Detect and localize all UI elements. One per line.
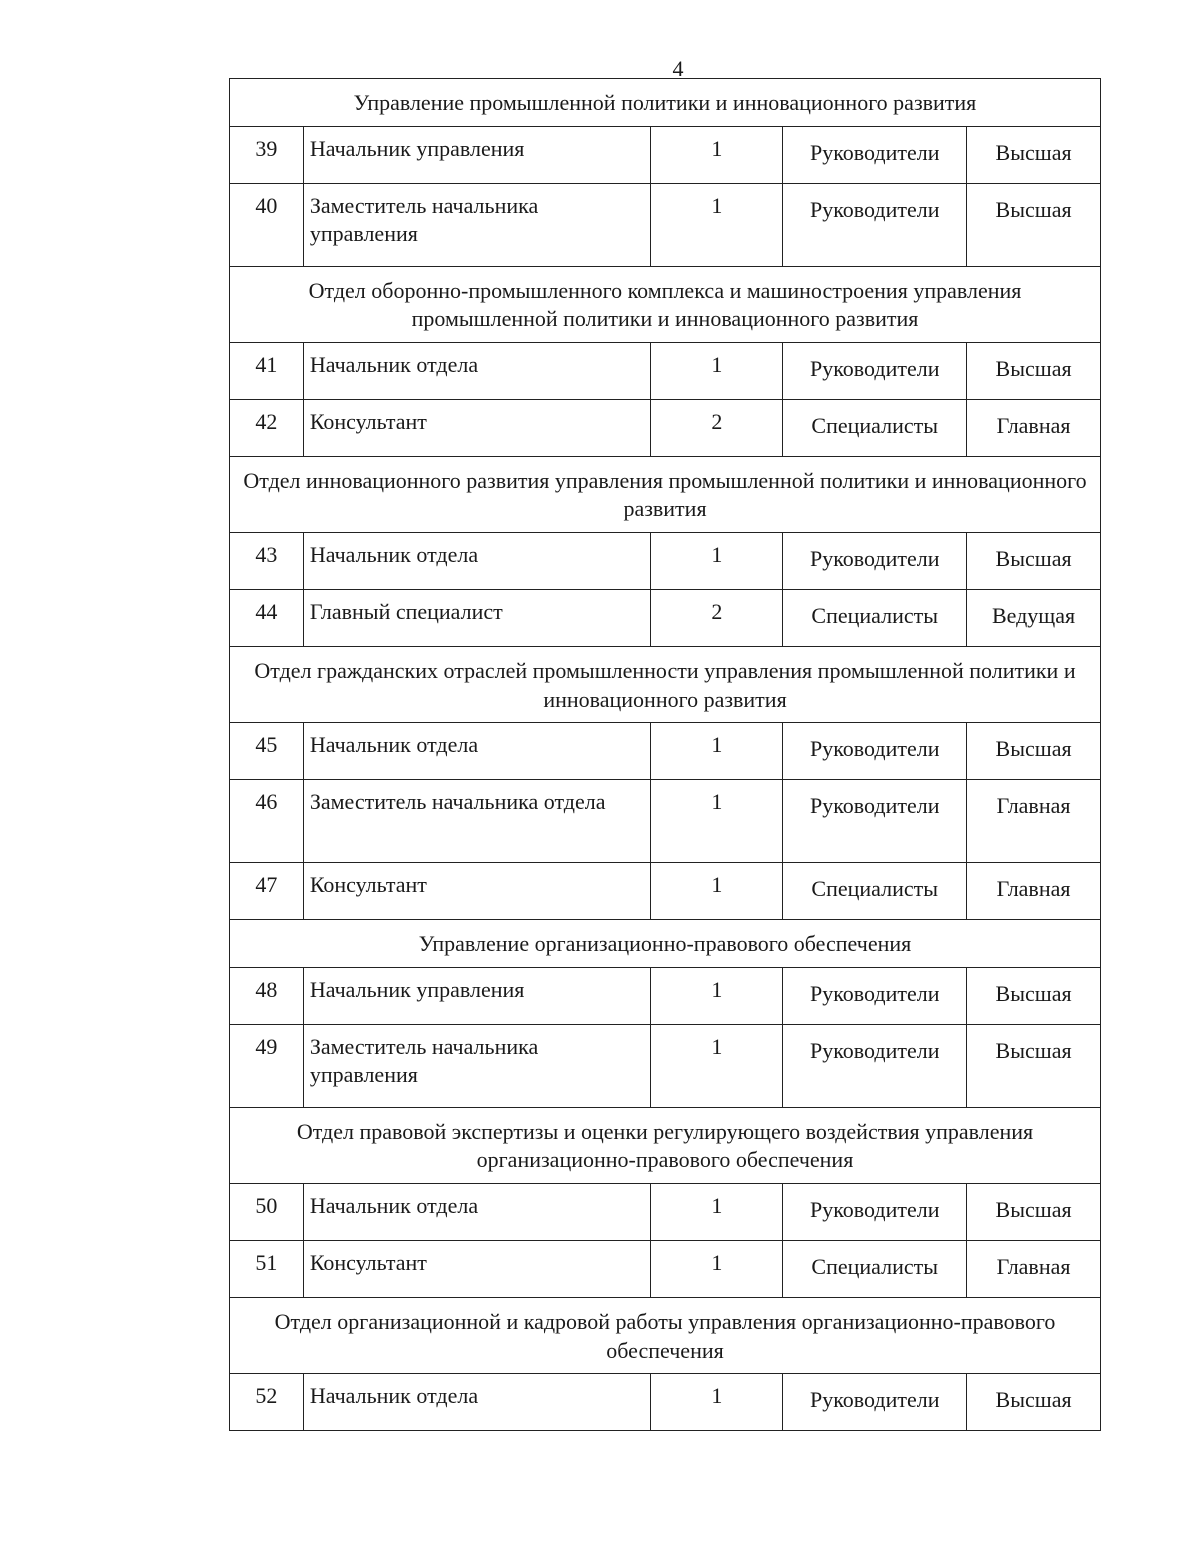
position-count-cell: 1 <box>651 1183 783 1240</box>
position-count-cell: 1 <box>651 183 783 266</box>
position-category-cell: Руководители <box>783 967 967 1024</box>
section-header-row <box>230 1107 1101 1183</box>
position-category-cell: Руководители <box>783 1374 967 1431</box>
position-group-cell: Высшая <box>967 532 1101 589</box>
position-category-cell: Руководители <box>783 1024 967 1107</box>
section-header-row <box>230 646 1101 722</box>
position-group-cell: Высшая <box>967 1183 1101 1240</box>
table-row <box>230 780 1101 863</box>
position-group-cell: Высшая <box>967 967 1101 1024</box>
position-group-cell: Ведущая <box>967 589 1101 646</box>
position-count-cell: 1 <box>651 863 783 920</box>
section-header-row <box>230 920 1101 968</box>
position-number-cell: 49 <box>230 1024 304 1107</box>
position-title-cell: Консультант <box>303 1240 651 1297</box>
table-row <box>230 183 1101 266</box>
position-category-cell: Специалисты <box>783 1240 967 1297</box>
position-number-cell: 51 <box>230 1240 304 1297</box>
position-group-cell: Высшая <box>967 1024 1101 1107</box>
section-title: Отдел организационной и кадровой работы управления организационно-правового обеспечения <box>230 1297 1101 1373</box>
position-group-cell: Высшая <box>967 126 1101 183</box>
staff-positions-table <box>229 78 1101 1431</box>
position-title-cell: Начальник отдела <box>303 1374 651 1431</box>
position-category-cell: Руководители <box>783 723 967 780</box>
position-title-cell: Начальник управления <box>303 126 651 183</box>
position-number-cell: 45 <box>230 723 304 780</box>
position-group-cell: Главная <box>967 1240 1101 1297</box>
section-title: Отдел правовой экспертизы и оценки регулирующего воздействия управления организационно-правового обеспечения <box>230 1107 1101 1183</box>
page-number: 4 <box>672 56 684 81</box>
section-header-row <box>230 456 1101 532</box>
position-group-cell: Высшая <box>967 723 1101 780</box>
position-count-cell: 1 <box>651 967 783 1024</box>
position-count-cell: 1 <box>651 342 783 399</box>
table-row <box>230 342 1101 399</box>
section-title: Отдел инновационного развития управления промышленной политики и инновационного развития <box>230 456 1101 532</box>
position-group-cell: Высшая <box>967 342 1101 399</box>
table-row <box>230 532 1101 589</box>
position-count-cell: 1 <box>651 1024 783 1107</box>
section-title: Отдел гражданских отраслей промышленности управления промышленной политики и инновационного развития <box>230 646 1101 722</box>
position-category-cell: Руководители <box>783 780 967 863</box>
table-row <box>230 399 1101 456</box>
position-group-cell: Высшая <box>967 183 1101 266</box>
position-number-cell: 52 <box>230 1374 304 1431</box>
position-group-cell: Главная <box>967 863 1101 920</box>
position-title-cell: Начальник отдела <box>303 532 651 589</box>
position-number-cell: 46 <box>230 780 304 863</box>
position-title-cell: Консультант <box>303 863 651 920</box>
section-header-row <box>230 79 1101 127</box>
table-row <box>230 1240 1101 1297</box>
table-body <box>230 79 1101 1431</box>
position-number-cell: 44 <box>230 589 304 646</box>
position-number-cell: 41 <box>230 342 304 399</box>
position-number-cell: 42 <box>230 399 304 456</box>
position-title-cell: Заместитель начальника отдела <box>303 780 651 863</box>
table-row <box>230 1374 1101 1431</box>
position-count-cell: 1 <box>651 532 783 589</box>
section-header-row <box>230 1297 1101 1373</box>
position-count-cell: 2 <box>651 399 783 456</box>
position-category-cell: Руководители <box>783 183 967 266</box>
position-count-cell: 1 <box>651 1240 783 1297</box>
position-title-cell: Начальник отдела <box>303 723 651 780</box>
table-row <box>230 589 1101 646</box>
position-group-cell: Главная <box>967 399 1101 456</box>
position-category-cell: Руководители <box>783 342 967 399</box>
position-title-cell: Начальник отдела <box>303 342 651 399</box>
position-category-cell: Специалисты <box>783 589 967 646</box>
table-row <box>230 863 1101 920</box>
position-number-cell: 50 <box>230 1183 304 1240</box>
table-row <box>230 967 1101 1024</box>
position-group-cell: Главная <box>967 780 1101 863</box>
position-number-cell: 43 <box>230 532 304 589</box>
section-title: Управление промышленной политики и инновационного развития <box>230 79 1101 127</box>
table-row <box>230 1183 1101 1240</box>
position-group-cell: Высшая <box>967 1374 1101 1431</box>
position-category-cell: Руководители <box>783 126 967 183</box>
position-category-cell: Специалисты <box>783 399 967 456</box>
table-row <box>230 1024 1101 1107</box>
position-title-cell: Заместитель начальника управления <box>303 183 651 266</box>
position-category-cell: Специалисты <box>783 863 967 920</box>
position-category-cell: Руководители <box>783 1183 967 1240</box>
position-count-cell: 1 <box>651 126 783 183</box>
position-number-cell: 39 <box>230 126 304 183</box>
table-row <box>230 723 1101 780</box>
position-number-cell: 40 <box>230 183 304 266</box>
position-title-cell: Консультант <box>303 399 651 456</box>
position-count-cell: 2 <box>651 589 783 646</box>
section-header-row <box>230 266 1101 342</box>
position-number-cell: 47 <box>230 863 304 920</box>
position-number-cell: 48 <box>230 967 304 1024</box>
section-title: Управление организационно-правового обеспечения <box>230 920 1101 968</box>
position-count-cell: 1 <box>651 780 783 863</box>
table-row <box>230 126 1101 183</box>
position-title-cell: Заместитель начальника управления <box>303 1024 651 1107</box>
position-count-cell: 1 <box>651 723 783 780</box>
position-title-cell: Главный специалист <box>303 589 651 646</box>
position-title-cell: Начальник отдела <box>303 1183 651 1240</box>
section-title: Отдел оборонно-промышленного комплекса и машиностроения управления промышленной политики и инновационного развития <box>230 266 1101 342</box>
position-count-cell: 1 <box>651 1374 783 1431</box>
position-title-cell: Начальник управления <box>303 967 651 1024</box>
position-category-cell: Руководители <box>783 532 967 589</box>
